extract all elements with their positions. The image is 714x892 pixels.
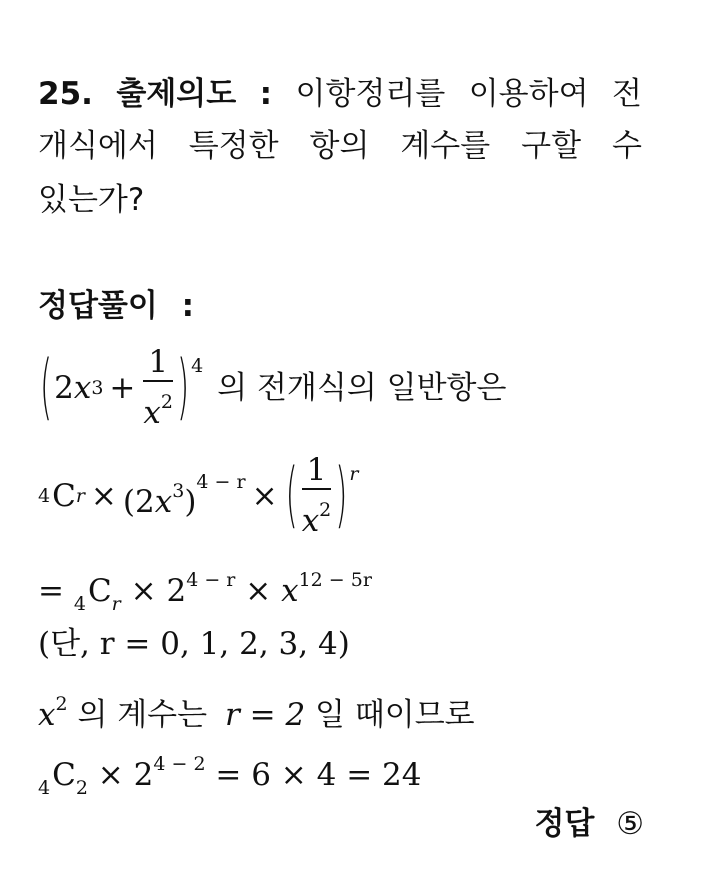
problem-number: 25. [38,76,93,112]
solution-line-3 [38,560,372,624]
comb-C: C [52,757,76,793]
problem-line-2 [38,126,642,166]
comb-C: C [87,573,112,609]
solution-heading [38,286,194,326]
fraction-denominator: $x^2$ [143,390,173,431]
problem-word: 개식에서 [38,128,158,164]
problem-word: 계수를 [400,128,491,164]
solution-heading-label: 정답풀이 [38,288,158,324]
comb-r: r [111,593,121,615]
problem-line-3: 있는가? [38,182,145,218]
solution-line-5 [38,684,475,735]
coefficient-text: 의 계수는 [77,697,208,733]
exp-3: 3 [91,377,104,399]
fraction [302,452,332,541]
times-sign: × [130,573,157,609]
problem-word: 수 [611,128,642,164]
exp-4-minus-2: 4 − 2 [153,753,206,775]
fraction-numerator: 1 [302,452,332,490]
problem-line-1 [38,74,642,114]
answer-value: ⑤ [616,806,644,842]
exp-2: 2 [55,693,68,715]
exp-12-minus-5r: 12 − 5r [298,569,372,591]
solution-line-4: (단, r = 0, 1, 2, 3, 4) [38,626,350,662]
var-x: x [73,370,92,406]
times-sign: × [251,478,278,514]
fraction-denominator: $x^2$ [301,498,332,539]
comb-r: r [75,485,85,507]
problem-word: 특정한 [188,128,279,164]
base-2: 2 [133,757,154,793]
outer-exponent-r: r [349,463,359,485]
times-sign: × [90,478,117,514]
general-term-text: 의 전개식의 일반항은 [217,370,507,406]
comb-n: 4 [73,593,86,615]
problem-word: 이항정리를 [295,76,446,112]
left-paren: ( [285,454,298,538]
problem-word: 전 [612,76,642,112]
therefore-text: 일 때이므로 [315,697,475,733]
outer-exponent: 4 [191,355,204,377]
solution-heading-colon: : [181,288,195,324]
times-sign: × [245,573,272,609]
paren-term: $(2x^3)$ [122,479,197,520]
solution-line-2 [38,451,359,539]
intent-label: 출제의도 [116,76,237,112]
comb-n: 4 [38,777,51,799]
condition-r-2: r = 2 [224,697,306,733]
term-2: 2 [54,370,74,406]
comb-n: 4 [38,485,51,507]
answer-label: 정답 [534,806,595,842]
var-x: x [38,697,56,733]
problem-word: 항의 [309,128,370,164]
answer-line [534,804,644,844]
base-2: 2 [166,573,187,609]
problem-word: 구할 [521,128,582,164]
problem-word: 이용하여 [468,76,589,112]
comb-k: 2 [75,777,88,799]
fraction-numerator: 1 [143,344,173,382]
exp-4-minus-r: 4 − r [196,471,246,493]
var-x: x [281,573,299,609]
plus-sign: + [109,370,136,406]
comb-C: C [52,478,76,514]
left-paren: ( [40,346,53,430]
fraction [143,344,173,433]
exp-4-minus-r: 4 − r [186,569,236,591]
solution-line-1 [38,343,507,431]
solution-line-6 [38,744,422,808]
right-paren: ) [176,346,190,430]
intent-colon: : [259,76,273,112]
right-paren: ) [335,454,348,538]
times-sign: × [97,757,124,793]
equals-sign: = [38,573,64,609]
calc-result: = 6 × 4 = 24 [215,757,422,793]
